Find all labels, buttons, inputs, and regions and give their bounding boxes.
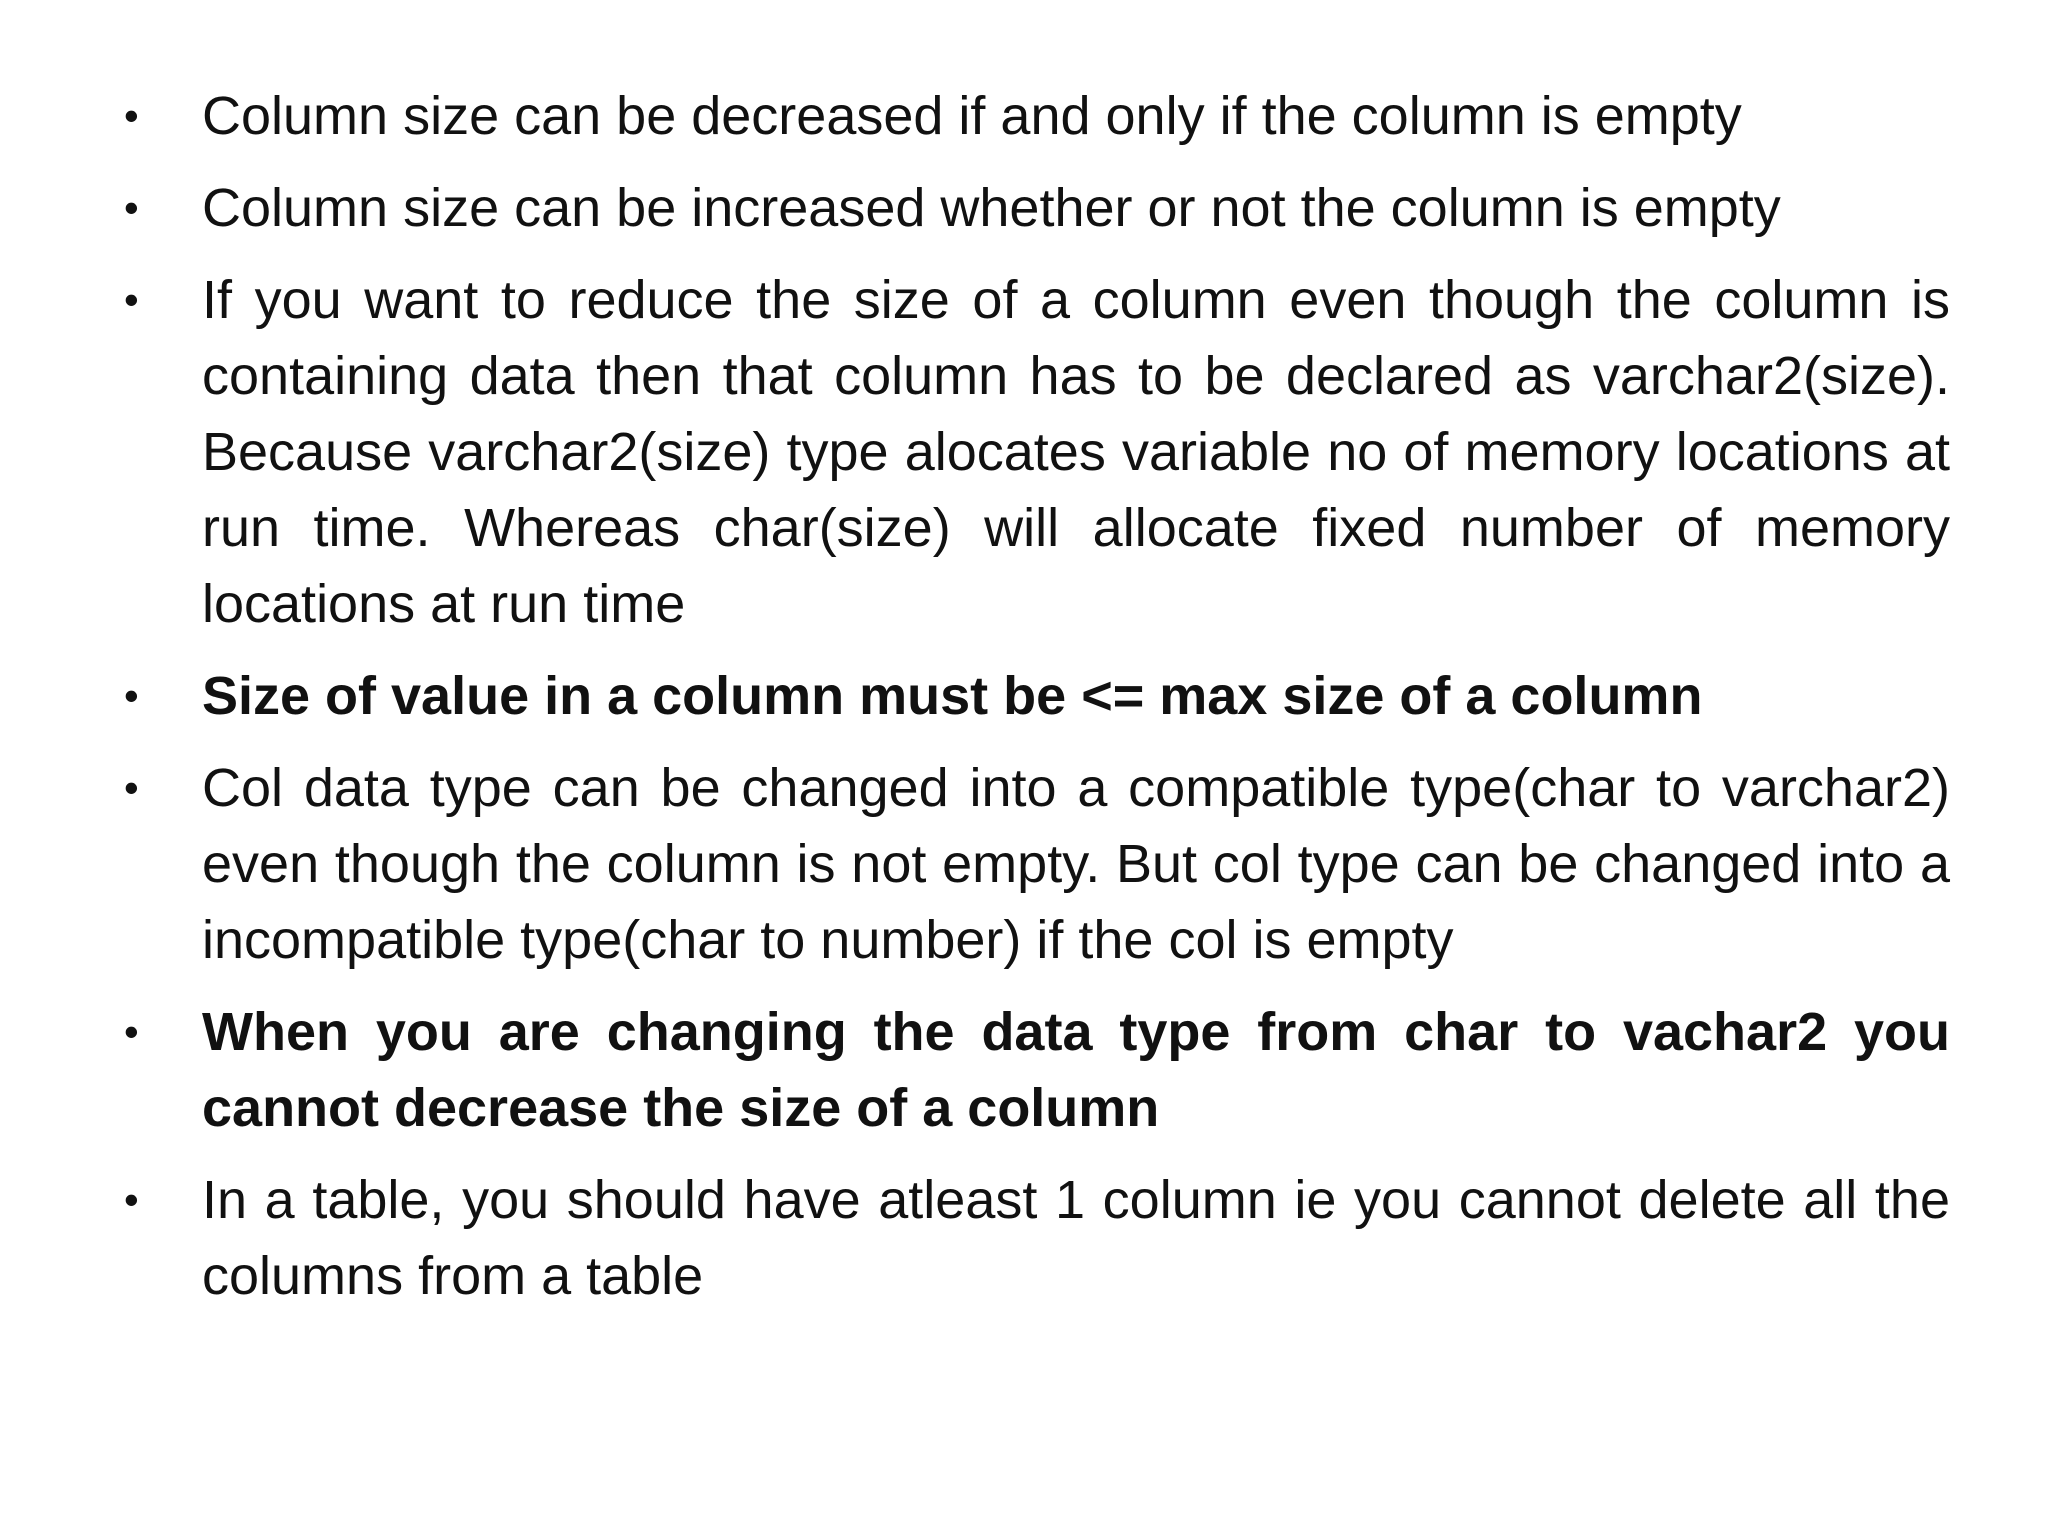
bullet-point-icon: • [124, 1008, 139, 1055]
bullet-point-icon: • [124, 1176, 139, 1223]
bullet-item [110, 170, 1950, 246]
bullet-point-icon: • [124, 276, 139, 323]
bullet-text: Col data type can be changed into a compatible type(char to varchar2) even though the column is not empty. But col type can be changed into a incompatible type(char to number) if the col is empty [202, 758, 1950, 970]
bullet-point-icon: • [124, 92, 139, 139]
bullet-point-icon: • [124, 672, 139, 719]
bullet-item [110, 658, 1950, 734]
bullet-item [110, 1162, 1950, 1314]
bullet-text: In a table, you should have atleast 1 column ie you cannot delete all the columns from a table [202, 1170, 1950, 1306]
bullet-point-icon: • [124, 184, 139, 231]
bullet-item [110, 78, 1950, 154]
bullet-item [110, 262, 1950, 642]
bullet-text: Column size can be decreased if and only if the column is empty [202, 86, 1742, 146]
bullet-text: Column size can be increased whether or not the column is empty [202, 178, 1781, 238]
bullet-item [110, 994, 1950, 1146]
bullet-text: When you are changing the data type from char to vachar2 you cannot decrease the size of a column [202, 1002, 1950, 1138]
bullet-text: If you want to reduce the size of a column even though the column is containing data then that column has to be declared as varchar2(size). Because varchar2(size) type alocates variable no of memory locations at run time. Whereas char(size) will allocate fixed number of memory locations at run time [202, 270, 1950, 634]
bullet-point-icon: • [124, 764, 139, 811]
bullet-item [110, 750, 1950, 978]
bullet-text: Size of value in a column must be <= max size of a column [202, 666, 1703, 726]
bullet-list [110, 78, 1950, 1330]
